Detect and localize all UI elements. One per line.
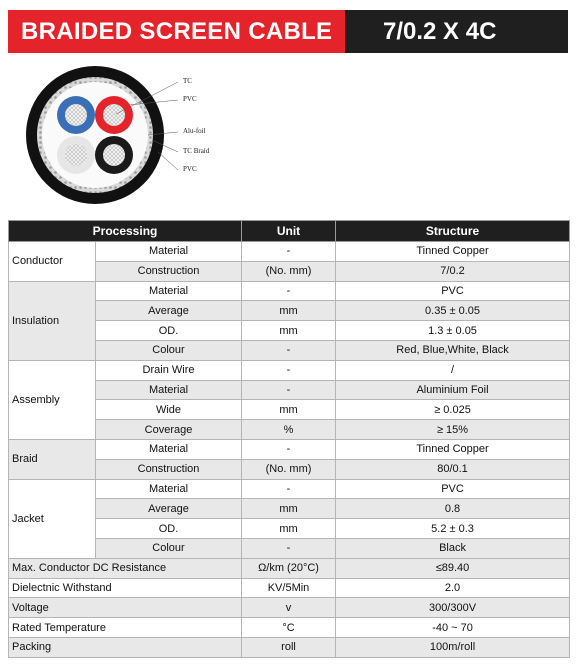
black-core-conductor <box>103 144 125 166</box>
cell-unit: - <box>242 242 336 262</box>
header-processing: Processing <box>9 221 242 242</box>
cell-unit: Ω/km (20°C) <box>242 558 336 578</box>
cell-property: Material <box>96 479 242 499</box>
table-row <box>9 360 570 380</box>
cell-property: Construction <box>96 459 242 479</box>
cable-cross-section-svg <box>8 60 308 210</box>
table-row <box>9 618 570 638</box>
table-body <box>9 242 570 658</box>
cell-value: PVC <box>336 479 570 499</box>
cell-property: OD. <box>96 519 242 539</box>
cell-property: Coverage <box>96 420 242 440</box>
product-spec: 7/0.2 X 4C <box>345 10 568 53</box>
cell-value: 80/0.1 <box>336 459 570 479</box>
header-banner <box>8 10 568 53</box>
table-row <box>9 281 570 301</box>
cell-property: Drain Wire <box>96 360 242 380</box>
cell-property: Max. Conductor DC Resistance <box>9 558 242 578</box>
group-label: Insulation <box>9 281 96 360</box>
cell-property: Wide <box>96 400 242 420</box>
label-alu-foil: Alu-foil <box>183 127 206 135</box>
cell-unit: - <box>242 538 336 558</box>
cell-value: 100m/roll <box>336 637 570 657</box>
cell-unit: - <box>242 360 336 380</box>
table-row <box>9 637 570 657</box>
cell-value: 7/0.2 <box>336 261 570 281</box>
cell-unit: - <box>242 281 336 301</box>
red-core-conductor <box>103 104 125 126</box>
cell-property: Material <box>96 281 242 301</box>
cell-property: Colour <box>96 340 242 360</box>
cell-property: Construction <box>96 261 242 281</box>
cell-value: PVC <box>336 281 570 301</box>
cell-value: ≤89.40 <box>336 558 570 578</box>
group-label: Jacket <box>9 479 96 558</box>
table-row <box>9 242 570 262</box>
blue-core-conductor <box>65 104 87 126</box>
cell-property: Voltage <box>9 598 242 618</box>
cell-unit: % <box>242 420 336 440</box>
cell-value: Tinned Copper <box>336 242 570 262</box>
cell-property: Rated Temperature <box>9 618 242 638</box>
cell-unit: - <box>242 380 336 400</box>
header-structure: Structure <box>336 221 570 242</box>
foil-layer <box>42 82 148 188</box>
label-tc: TC <box>183 77 192 85</box>
cell-value: Tinned Copper <box>336 439 570 459</box>
label-pvc-jacket: PVC <box>183 165 197 173</box>
cell-value: Black <box>336 538 570 558</box>
cell-unit: mm <box>242 301 336 321</box>
cell-value: -40 ~ 70 <box>336 618 570 638</box>
table-row <box>9 439 570 459</box>
cell-unit: mm <box>242 321 336 341</box>
cell-unit: v <box>242 598 336 618</box>
cell-unit: (No. mm) <box>242 459 336 479</box>
cell-unit: (No. mm) <box>242 261 336 281</box>
cell-property: Average <box>96 499 242 519</box>
group-label: Conductor <box>9 242 96 282</box>
cell-value: / <box>336 360 570 380</box>
cell-property: Material <box>96 242 242 262</box>
cell-property: OD. <box>96 321 242 341</box>
label-pvc-insulation: PVC <box>183 95 197 103</box>
table-row <box>9 578 570 598</box>
cell-unit: - <box>242 479 336 499</box>
cell-unit: mm <box>242 400 336 420</box>
cable-cross-section-diagram <box>8 60 308 210</box>
cell-value: 0.8 <box>336 499 570 519</box>
cell-unit: mm <box>242 519 336 539</box>
table-header-row <box>9 221 570 242</box>
cell-unit: roll <box>242 637 336 657</box>
cell-unit: °C <box>242 618 336 638</box>
cell-value: 0.35 ± 0.05 <box>336 301 570 321</box>
table-row <box>9 558 570 578</box>
cell-property: Colour <box>96 538 242 558</box>
group-label: Braid <box>9 439 96 479</box>
cell-property: Dielectnic Withstand <box>9 578 242 598</box>
table-row <box>9 479 570 499</box>
cell-property: Average <box>96 301 242 321</box>
label-tc-braid: TC Braid <box>183 147 210 155</box>
cell-property: Packing <box>9 637 242 657</box>
cell-value: Aluminium Foil <box>336 380 570 400</box>
cell-unit: - <box>242 439 336 459</box>
table-row <box>9 598 570 618</box>
cell-unit: KV/5Min <box>242 578 336 598</box>
cell-value: 300/300V <box>336 598 570 618</box>
cell-unit: mm <box>242 499 336 519</box>
cell-property: Material <box>96 439 242 459</box>
group-label: Assembly <box>9 360 96 439</box>
product-title: BRAIDED SCREEN CABLE <box>8 10 345 53</box>
cell-value: 2.0 <box>336 578 570 598</box>
cell-value: 5.2 ± 0.3 <box>336 519 570 539</box>
white-core-conductor <box>65 144 87 166</box>
specification-table <box>8 220 570 658</box>
cell-unit: - <box>242 340 336 360</box>
cell-value: ≥ 15% <box>336 420 570 440</box>
cell-value: ≥ 0.025 <box>336 400 570 420</box>
header-unit: Unit <box>242 221 336 242</box>
cell-value: Red, Blue,White, Black <box>336 340 570 360</box>
cell-property: Material <box>96 380 242 400</box>
cell-value: 1.3 ± 0.05 <box>336 321 570 341</box>
